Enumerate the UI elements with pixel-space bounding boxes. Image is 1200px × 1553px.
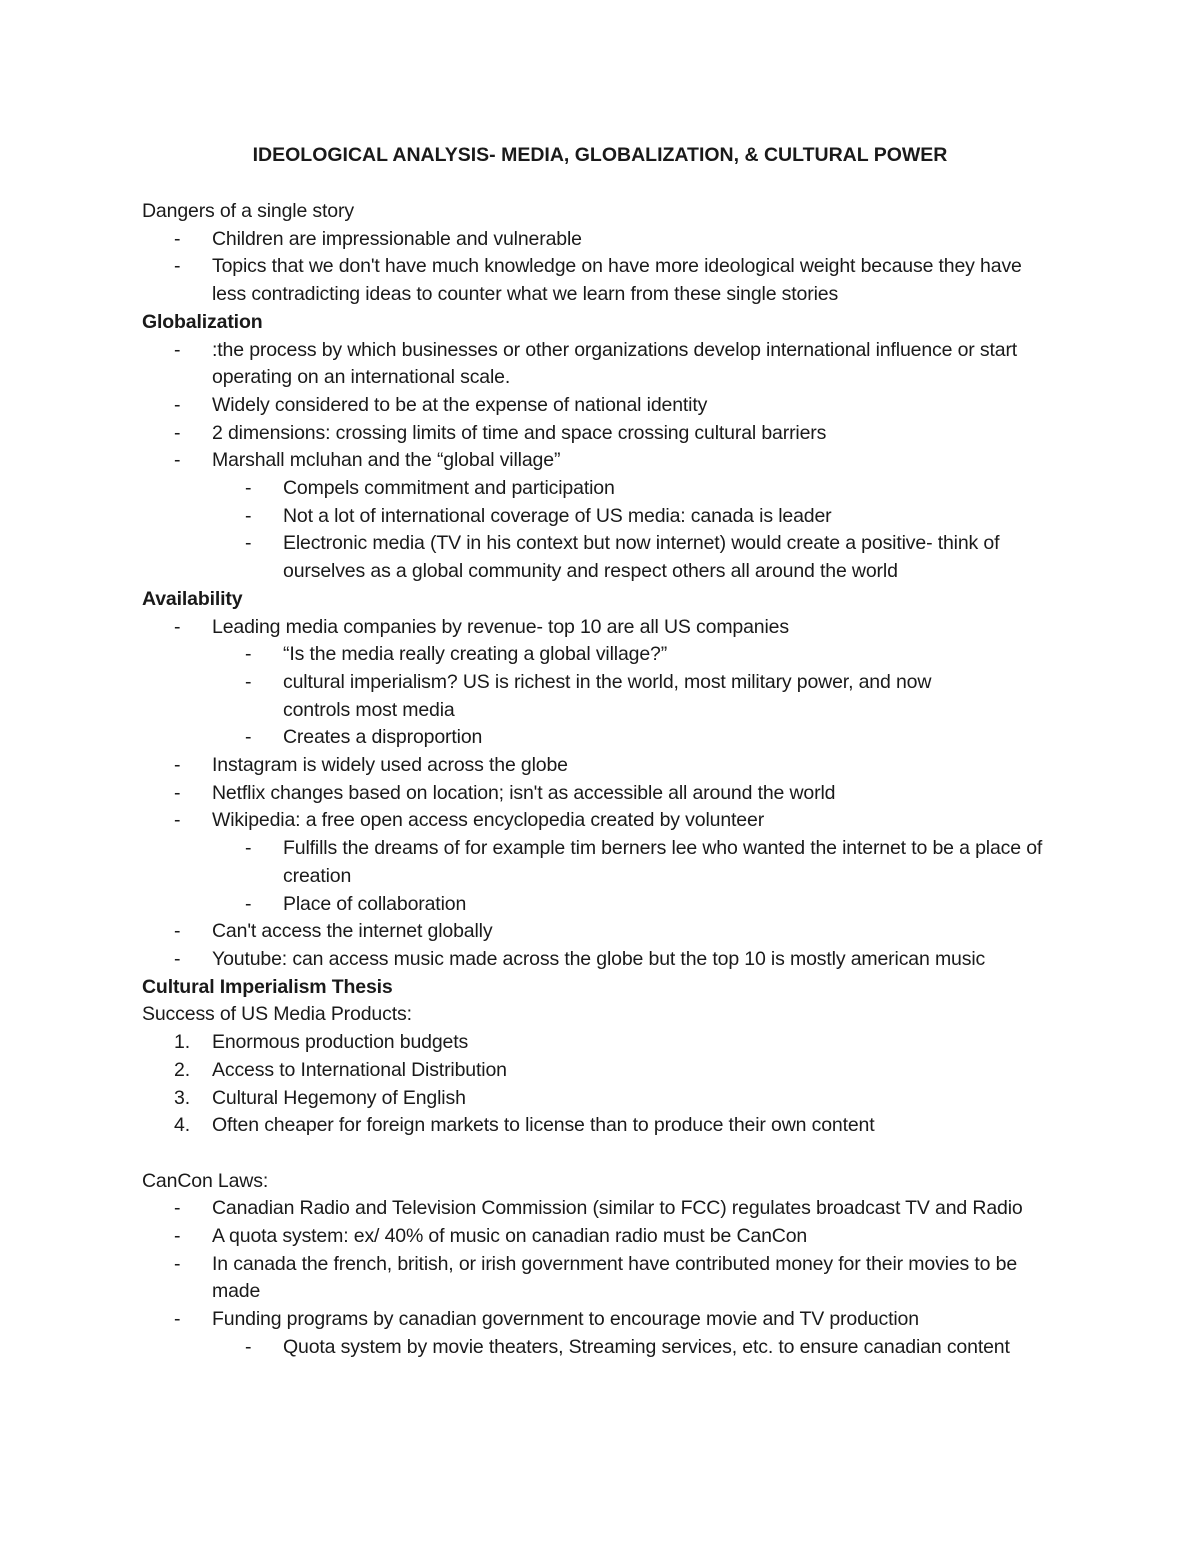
sub-list-item-text: Compels commitment and participation (283, 477, 615, 500)
bullet-dash: - (245, 726, 252, 749)
sub-list-item (142, 530, 1063, 585)
page-title: IDEOLOGICAL ANALYSIS- MEDIA, GLOBALIZATION, & CULTURAL POWER (252, 144, 948, 166)
list-item-text: Widely considered to be at the expense of national identity (212, 393, 708, 416)
list-item-text: Topics that we don't have much knowledge on have more ideological weight because they have less contradicting ideas to counter what we learn from these single stories (212, 255, 1022, 306)
numbered-item-text: Often cheaper for foreign markets to license than to produce their own content (212, 1114, 875, 1137)
dangers-intro: Dangers of a single story (142, 200, 354, 222)
bullet-dash: - (174, 1252, 181, 1275)
list-item (142, 1251, 1052, 1306)
list-item (142, 614, 1082, 642)
bullet-dash: - (174, 947, 181, 970)
list-item (142, 1306, 1082, 1334)
list-item-text: Canadian Radio and Television Commission (similar to FCC) regulates broadcast TV and Radio (212, 1197, 1023, 1220)
sub-list-item-text: Place of collaboration (283, 892, 467, 915)
bullet-dash: - (245, 504, 252, 527)
list-item (142, 337, 1042, 392)
list-item (142, 946, 1082, 974)
list-item-text: Funding programs by canadian government to encourage movie and TV production (212, 1308, 919, 1331)
sub-list-item (142, 891, 1082, 919)
bullet-dash: - (174, 1308, 181, 1331)
list-number: 1. (174, 1031, 190, 1054)
list-item-text: In canada the french, british, or irish government have contributed money for their movies to be made (212, 1252, 1018, 1303)
list-item (142, 447, 1082, 475)
list-item (142, 253, 1032, 308)
list-item (142, 226, 1082, 254)
bullet-dash: - (174, 920, 181, 943)
bullet-dash: - (245, 532, 252, 555)
cancon-intro: CanCon Laws: (142, 1169, 269, 1192)
bullet-dash: - (174, 809, 181, 832)
bullet-dash: - (245, 670, 252, 693)
list-item-text: Can't access the internet globally (212, 920, 493, 943)
bullet-dash: - (174, 1225, 181, 1247)
bullet-dash: - (245, 837, 252, 860)
numbered-item (142, 1112, 1082, 1140)
sub-list-item-text: “Is the media really creating a global village?” (283, 643, 668, 666)
list-item-text: 2 dimensions: crossing limits of time and space crossing cultural barriers (212, 421, 827, 444)
section-heading-cultural-imperialism: Cultural Imperialism Thesis (142, 975, 393, 998)
bullet-dash: - (174, 781, 181, 804)
numbered-item (142, 1029, 1082, 1057)
list-item-text: A quota system: ex/ 40% of music on canadian radio must be CanCon (212, 1225, 808, 1247)
bullet-dash: - (174, 754, 181, 777)
list-item-text: Children are impressionable and vulnerable (212, 227, 582, 250)
list-item (142, 1195, 1032, 1223)
list-item (142, 918, 1082, 946)
numbered-item-text: Enormous production budgets (212, 1031, 469, 1054)
sub-list-item (142, 503, 1082, 531)
section-heading-availability: Availability (142, 587, 243, 610)
list-item-text: Leading media companies by revenue- top 10 are all US companies (212, 615, 789, 638)
list-number: 3. (174, 1086, 190, 1109)
bullet-dash: - (174, 421, 181, 444)
list-item-text: Marshall mcluhan and the “global village” (212, 449, 561, 472)
list-item-text: :the process by which businesses or other organizations develop international influence or start operating on an international scale. (212, 338, 1018, 389)
bullet-dash: - (174, 227, 181, 250)
sub-list-item-text: Quota system by movie theaters, Streaming services, etc. to ensure canadian content (283, 1335, 1010, 1358)
blank-line (142, 1140, 1082, 1168)
bullet-dash: - (245, 477, 252, 500)
list-number: 2. (174, 1058, 190, 1081)
list-item (142, 1223, 1082, 1251)
list-number: 4. (174, 1114, 190, 1137)
bullet-dash: - (174, 1197, 181, 1220)
list-item (142, 807, 1082, 835)
list-item-text: Youtube: can access music made across the globe but the top 10 is mostly american music (212, 947, 986, 970)
list-item (142, 392, 1082, 420)
bullet-dash: - (245, 643, 252, 666)
sub-list-item-text: Fulfills the dreams of for example tim berners lee who wanted the internet to be a place of creation (283, 837, 1043, 887)
numbered-item-text: Access to International Distribution (212, 1058, 507, 1081)
bullet-dash: - (174, 449, 181, 472)
cultural-imperialism-intro: Success of US Media Products: (142, 1003, 412, 1026)
sub-list-item-text: Not a lot of international coverage of US media: canada is leader (283, 504, 832, 527)
sub-list-item (142, 835, 1043, 890)
list-item (142, 780, 1082, 808)
list-item-text: Netflix changes based on location; isn't as accessible all around the world (212, 781, 836, 804)
bullet-dash: - (245, 892, 252, 915)
bullet-dash: - (174, 255, 181, 278)
sub-list-item-text: cultural imperialism? US is richest in the world, most military power, and now controls most media (283, 670, 932, 721)
bullet-dash: - (174, 393, 181, 416)
sub-list-item-text: Creates a disproportion (283, 726, 483, 749)
sub-list-item (142, 1334, 1082, 1362)
numbered-item-text: Cultural Hegemony of English (212, 1086, 466, 1109)
document-body (142, 198, 1082, 1362)
bullet-dash: - (245, 1335, 252, 1358)
sub-list-item (142, 475, 1082, 503)
sub-list-item (142, 724, 1082, 752)
list-item-text: Wikipedia: a free open access encyclopedia created by volunteer (212, 809, 765, 832)
sub-list-item-text: Electronic media (TV in his context but now internet) would create a positive- think of ourselves as a global community and respect others all around the world (283, 532, 1000, 583)
bullet-dash: - (174, 615, 181, 638)
list-item (142, 752, 1082, 780)
sub-list-item (142, 669, 1003, 724)
numbered-item (142, 1057, 1082, 1085)
numbered-item (142, 1085, 1082, 1113)
list-item-text: Instagram is widely used across the globe (212, 754, 568, 777)
bullet-dash: - (174, 338, 181, 361)
sub-list-item (142, 641, 1082, 669)
section-heading-globalization: Globalization (142, 310, 263, 333)
list-item (142, 420, 1082, 448)
